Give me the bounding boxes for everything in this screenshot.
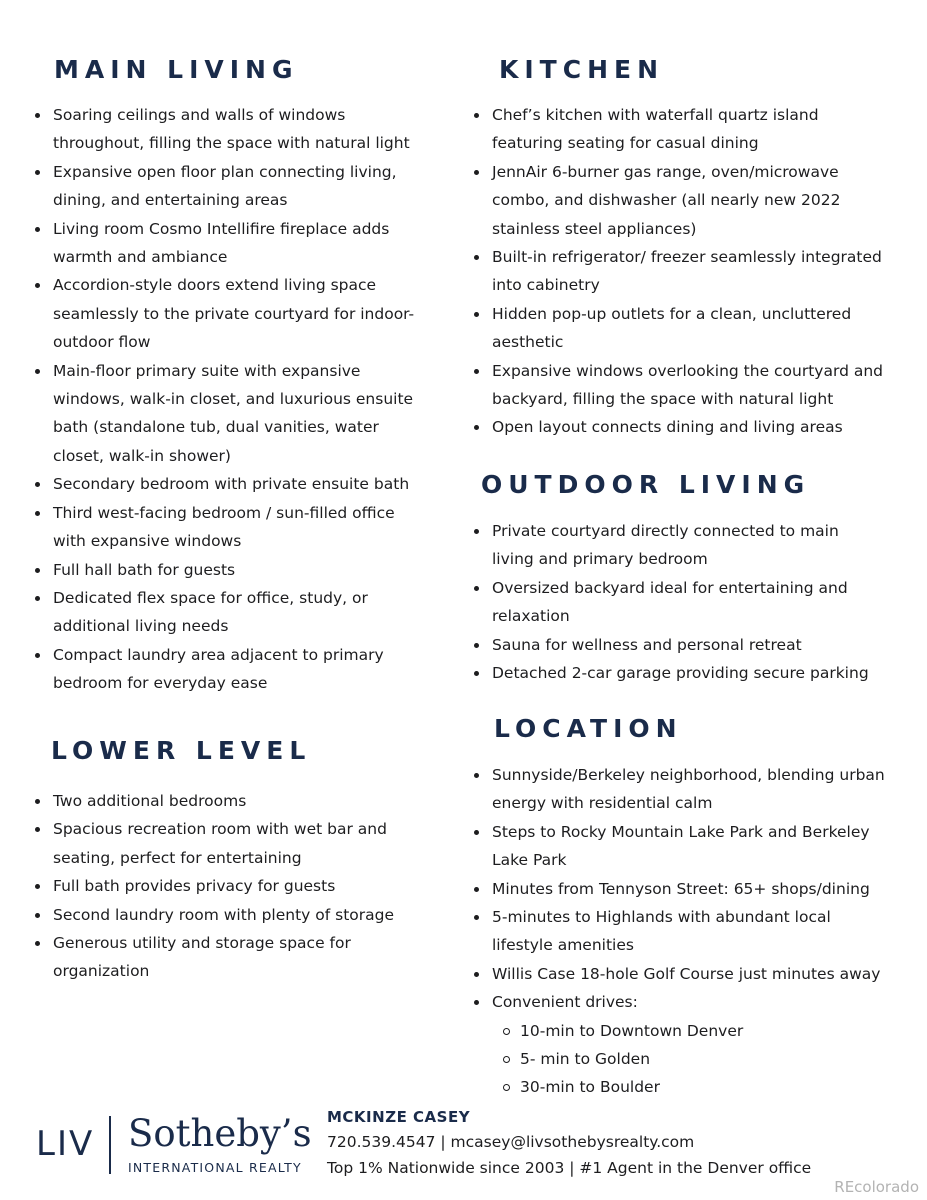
- agent-info: [327, 1105, 847, 1181]
- list-item: Two additional bedrooms: [32, 787, 442, 815]
- logo-brand-text: Sotheby’s: [128, 1112, 312, 1155]
- list-item: JennAir 6-burner gas range, oven/microwave combo, and dishwasher (all nearly new 2022 stainless steel appliances): [471, 158, 891, 243]
- list-item: 5-minutes to Highlands with abundant local lifestyle amenities: [471, 903, 891, 960]
- list-item: Living room Cosmo Intellifire fireplace adds warmth and ambiance: [32, 215, 432, 272]
- list-item: Convenient drives:: [471, 988, 891, 1016]
- lower-level-heading: LOWER LEVEL: [51, 736, 312, 765]
- list-item: Private courtyard directly connected to main living and primary bedroom: [471, 517, 871, 574]
- lower-level-list: [32, 787, 442, 986]
- list-item: Generous utility and storage space for organization: [32, 929, 442, 986]
- list-item: Minutes from Tennyson Street: 65+ shops/dining: [471, 875, 891, 903]
- sothebys-logo: [36, 1112, 312, 1178]
- list-item: Oversized backyard ideal for entertaining and relaxation: [471, 574, 871, 631]
- list-item: Expansive open floor plan connecting living, dining, and entertaining areas: [32, 158, 432, 215]
- list-item: Soaring ceilings and walls of windows throughout, filling the space with natural light: [32, 101, 432, 158]
- location-list: [471, 761, 891, 1102]
- list-item: Full bath provides privacy for guests: [32, 872, 442, 900]
- list-item: Full hall bath for guests: [32, 556, 432, 584]
- list-item: Expansive windows overlooking the courtyard and backyard, filling the space with natural light: [471, 357, 891, 414]
- kitchen-heading: KITCHEN: [499, 55, 664, 84]
- main-living-heading: MAIN LIVING: [54, 55, 299, 84]
- list-item: Sauna for wellness and personal retreat: [471, 631, 871, 659]
- list-item: Accordion-style doors extend living space seamlessly to the private courtyard for indoor-outdoor flow: [32, 271, 432, 356]
- agent-name: MCKINZE CASEY: [327, 1108, 471, 1126]
- logo-divider: [109, 1116, 111, 1174]
- list-item: Chef’s kitchen with waterfall quartz island featuring seating for casual dining: [471, 101, 891, 158]
- recolorado-watermark: REcolorado: [834, 1178, 919, 1196]
- list-item: Steps to Rocky Mountain Lake Park and Berkeley Lake Park: [471, 818, 891, 875]
- list-item: Hidden pop-up outlets for a clean, uncluttered aesthetic: [471, 300, 891, 357]
- list-item: Detached 2-car garage providing secure parking: [471, 659, 871, 687]
- list-item: Willis Case 18-hole Golf Course just minutes away: [471, 960, 891, 988]
- list-item: Built-in refrigerator/ freezer seamlessly integrated into cabinetry: [471, 243, 891, 300]
- agent-tagline: Top 1% Nationwide since 2003 | #1 Agent in the Denver office: [327, 1159, 812, 1177]
- list-item: Compact laundry area adjacent to primary bedroom for everyday ease: [32, 641, 432, 698]
- list-item: Spacious recreation room with wet bar and seating, perfect for entertaining: [32, 815, 442, 872]
- sub-list-item: 5- min to Golden: [492, 1045, 891, 1073]
- logo-liv-text: LIV: [36, 1124, 95, 1164]
- drives-sublist: [492, 1017, 891, 1102]
- agent-contact: 720.539.4547 | mcasey@livsothebysrealty.com: [327, 1133, 695, 1151]
- list-item: Dedicated flex space for office, study, or additional living needs: [32, 584, 432, 641]
- main-living-list: [32, 101, 432, 698]
- list-item: Sunnyside/Berkeley neighborhood, blending urban energy with residential calm: [471, 761, 891, 818]
- list-item: Open layout connects dining and living areas: [471, 413, 891, 441]
- sub-list-item: 30-min to Boulder: [492, 1073, 891, 1101]
- sublist-container: [471, 1017, 891, 1102]
- list-item: Main-floor primary suite with expansive windows, walk-in closet, and luxurious ensuite bath (standalone tub, dual vanities, water closet, walk-in shower): [32, 357, 432, 471]
- list-item: Second laundry room with plenty of storage: [32, 901, 442, 929]
- location-heading: LOCATION: [494, 714, 683, 743]
- sub-list-item: 10-min to Downtown Denver: [492, 1017, 891, 1045]
- outdoor-living-list: [471, 517, 871, 687]
- list-item: Third west-facing bedroom / sun-filled office with expansive windows: [32, 499, 432, 556]
- outdoor-living-heading: OUTDOOR LIVING: [481, 470, 811, 499]
- list-item: Secondary bedroom with private ensuite bath: [32, 470, 432, 498]
- kitchen-list: [471, 101, 891, 442]
- logo-tagline: INTERNATIONAL REALTY: [128, 1160, 302, 1175]
